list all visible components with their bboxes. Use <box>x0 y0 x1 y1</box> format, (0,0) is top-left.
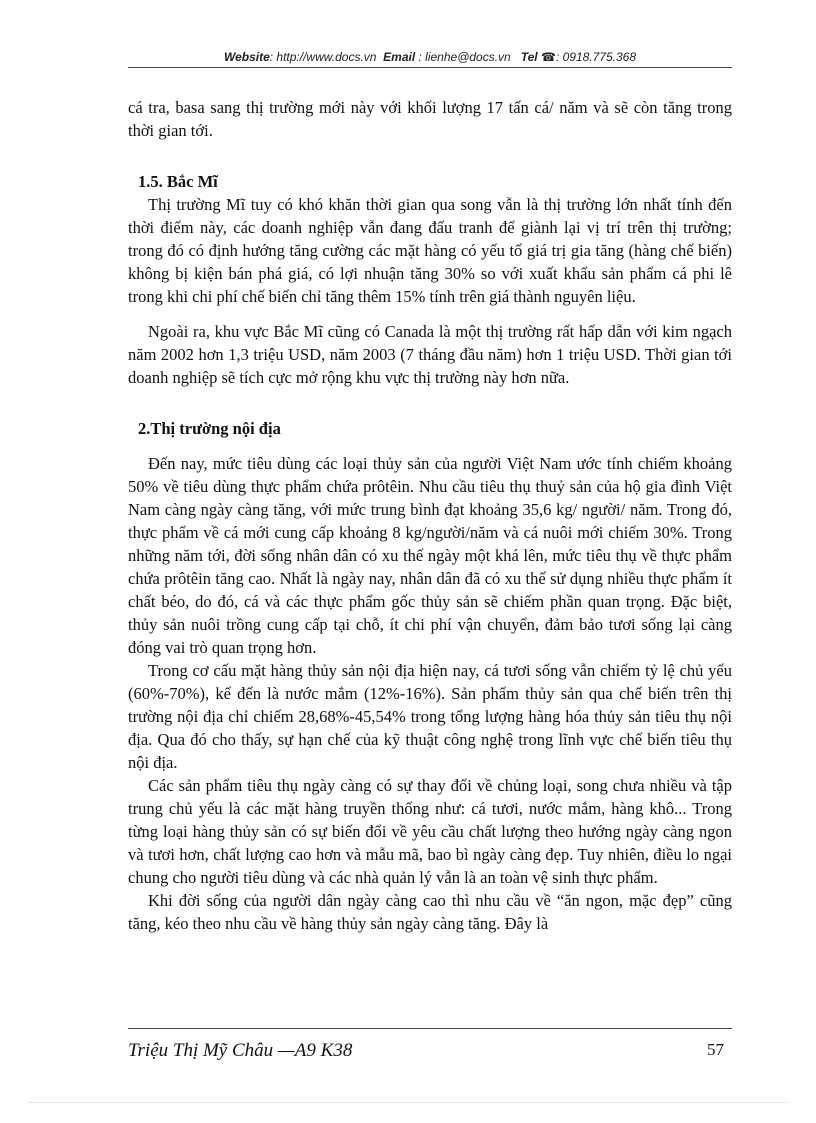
heading-north-america: 1.5. Bắc Mĩ <box>138 172 218 191</box>
bottom-dotted-rule <box>28 1102 788 1103</box>
website-url: : http://www.docs.vn <box>269 50 377 64</box>
paragraph-canada: Ngoài ra, khu vực Bắc Mĩ cũng có Canada là một thị trường rất hấp dẫn với kim ngạch năm 2002 hơn 1,3 triệu USD, năm 2003 (7 tháng đầu năm) hơn 1 triệu USD. Thời gian tới doanh nghiệp sẽ tích cực mở rộng khu vực thị trường này hơn nữa. <box>128 322 732 387</box>
email-value: : lienhe@docs.vn <box>418 50 511 64</box>
paragraph-product-changes: Các sản phẩm tiêu thụ ngày càng có sự thay đổi về chủng loại, song chưa nhiều và tập trung chủ yếu là các mặt hàng truyền thống như: cá tươi, nước mắm, hàng khô... Trong từng loại hàng thủy sản có sự biến đổi về yêu cầu chất lượng theo hướng ngày càng ngon và tươi hơn, chất lượng cao hơn và mẫu mã, bao bì ngày càng đẹp. Tuy nhiên, điều lo ngại chung cho người tiêu dùng và các nhà quản lý vẫn là an toàn vệ sinh thực phẩm. <box>128 776 732 887</box>
heading-domestic-market: 2.Thị trường nội địa <box>138 419 281 438</box>
email-label: Email <box>383 50 416 64</box>
phone-icon: ☎ <box>541 50 556 64</box>
paragraph-us-market: Thị trường Mĩ tuy có khó khăn thời gian qua song vẫn là thị trường lớn nhất tính đến thời điểm này, các doanh nghiệp vẫn đang đấu tranh để giành lại vị trí trên thị trường; trong đó có định hướng tăng cường các mặt hàng có yếu tố giá trị gia tăng (hàng chế biến) không bị kiện bán phá giá, có lợi nhuận tăng 30% so với xuất khẩu sản phẩm cá phi lê trong khi chi phí chế biến chỉ tăng thêm 15% tính trên giá thành nguyên liệu. <box>128 195 732 306</box>
paragraph-living-standards: Khi đời sống của người dân ngày càng cao thì nhu cầu về “ăn ngon, mặc đẹp” cũng tăng, kéo theo nhu cầu về hàng thủy sản ngày càng tăng. Đây là <box>128 891 732 933</box>
footer-rule <box>128 1028 732 1029</box>
paragraph-product-structure: Trong cơ cấu mặt hàng thủy sản nội địa hiện nay, cá tươi sống vẫn chiếm tỷ lệ chủ yếu (60%-70%), kế đến là nước mắm (12%-16%). Sản phẩm thủy sản qua chế biến trên thị trường nội địa chỉ chiếm 28,68%-45,54% trong tổng lượng hàng hóa thủy sản tiêu thụ nội địa. Qua đó cho thấy, sự hạn chế của kỹ thuật công nghệ trong lĩnh vực chế biến tiêu thụ nội địa. <box>128 661 732 772</box>
page-content <box>128 96 732 935</box>
paragraph-continuation: cá tra, basa sang thị trường mới này với khối lượng 17 tấn cá/ năm và sẽ còn tăng trong thời gian tới. <box>128 98 732 140</box>
page-number: 57 <box>707 1040 724 1059</box>
page-footer <box>128 1040 732 1062</box>
tel-label: Tel <box>520 50 538 64</box>
website-label: Website <box>223 50 270 64</box>
header-rule <box>128 67 732 68</box>
page-header <box>128 50 732 64</box>
footer-author: Triệu Thị Mỹ Châu —A9 K38 <box>128 1040 353 1061</box>
paragraph-consumption: Đến nay, mức tiêu dùng các loại thủy sản của người Việt Nam ước tính chiếm khoảng 50% về tiêu dùng thực phẩm chứa prôtêin. Nhu cầu tiêu thụ thuỷ sản của hộ gia đình Việt Nam càng ngày càng tăng, với mức trung bình đạt khoảng 35,6 kg/ người/ năm. Trong đó, thực phẩm về cá mới cung cấp khoảng 8 kg/người/năm và cá nuôi mới chiếm 30%. Trong những năm tới, đời sống nhân dân có xu thế ngày một khá lên, mức tiêu thụ về thực phẩm chứa prôtêin tăng cao. Nhất là ngày nay, nhân dân đã có xu thế sử dụng nhiều thực phẩm ít chất béo, do đó, cá và các thực phẩm gốc thủy sản sẽ chiếm phần quan trọng. Đặc biệt, thủy sản nuôi trồng cung cấp tại chỗ, ít chi phí vận chuyển, đảm bảo tươi sống lại càng đóng vai trò quan trọng hơn. <box>128 454 732 657</box>
tel-value: : 0918.775.368 <box>555 50 637 64</box>
